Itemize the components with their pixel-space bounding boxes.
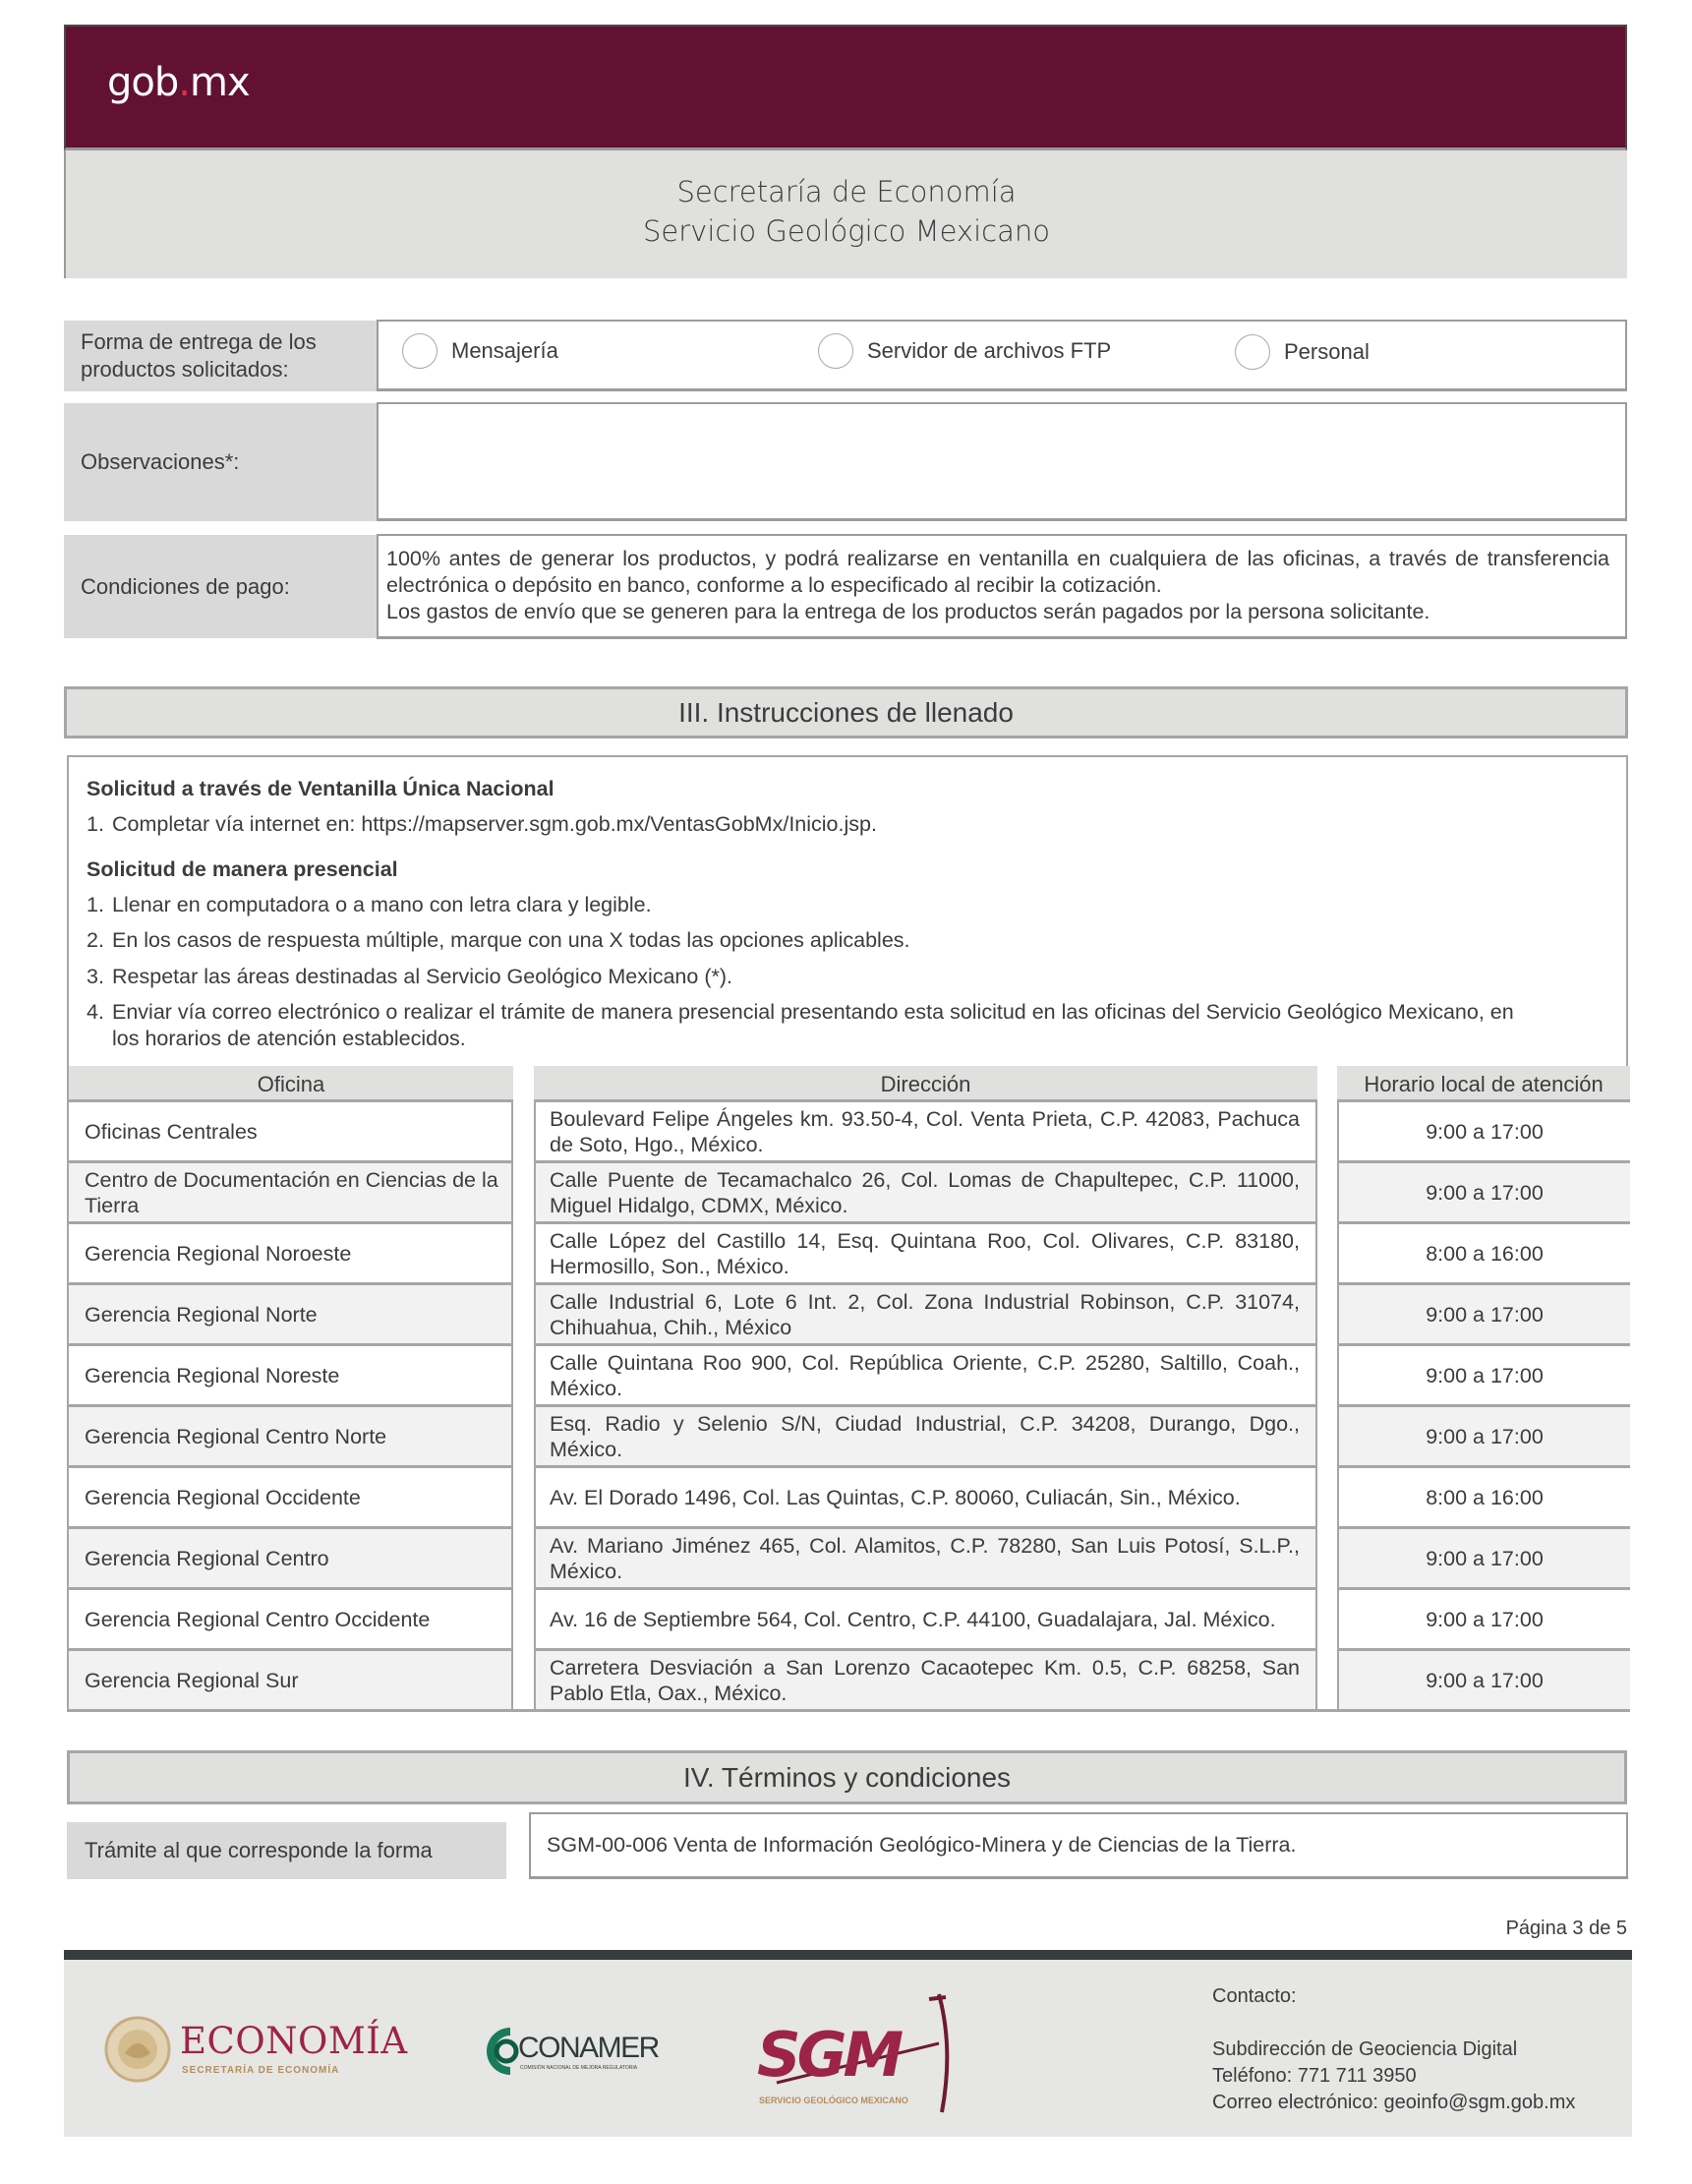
offices-table: [69, 1066, 1630, 1713]
table-row: [69, 1468, 1630, 1529]
gob-mx-logo: [107, 60, 250, 105]
hours-cell-text: 9:00 a 17:00: [1426, 1119, 1544, 1144]
address-cell: [534, 1651, 1317, 1712]
address-cell-text: Calle Puente de Tecamachalco 26, Col. Lomas de Chapultepec, C.P. 11000, Miguel Hidalgo, CDMX, México.: [550, 1167, 1300, 1217]
online-request-heading: Solicitud a través de Ventanilla Única Nacional: [87, 777, 554, 800]
office-cell-text: Gerencia Regional Centro Occidente: [85, 1607, 431, 1631]
agency-title-band: [64, 150, 1627, 278]
item-number: 2.: [87, 928, 104, 952]
procedure-value: SGM-00-006 Venta de Información Geológico-Minera y de Ciencias de la Tierra.: [529, 1812, 1628, 1879]
item-text: Respetar las áreas destinadas al Servicio Geológico Mexicano (*).: [112, 965, 732, 988]
table-bottom-border: [67, 1709, 1628, 1712]
economia-logo: [103, 2014, 418, 2088]
item-number: 1.: [87, 893, 104, 916]
address-cell-text: Calle Quintana Roo 900, Col. República Oriente, C.P. 25280, Saltillo, Coah., México.: [550, 1350, 1300, 1400]
address-cell-text: Boulevard Felipe Ángeles km. 93.50-4, Col. Venta Prieta, C.P. 42083, Pachuca de Soto, Hgo., México.: [550, 1106, 1300, 1156]
delivery-option-ftp[interactable]: [818, 333, 1111, 369]
contact-phone: Teléfono: 771 711 3950: [1212, 2065, 1417, 2087]
sgm-logo-text: SGM: [757, 2019, 901, 2091]
table-row: [69, 1651, 1630, 1712]
address-cell: [534, 1285, 1317, 1346]
item-text: Llenar en computadora o a mano con letra clara y legible.: [112, 893, 652, 916]
table-header-hours: Horario local de atención: [1337, 1066, 1630, 1102]
item-text: Enviar vía correo electrónico o realizar el trámite de manera presencial presentando esta solicitud en las oficinas del Servicio Geológico Mexicano, en: [112, 1000, 1514, 1024]
radio-button[interactable]: [1235, 334, 1270, 370]
hours-cell: [1337, 1651, 1630, 1712]
online-instruction-item: [87, 811, 877, 838]
payment-text-1: 100% antes de generar los productos, y podrá realizarse en ventanilla en cualquiera de las oficinas, a través de transferencia electrónica o depósito en banco, conforme a lo especificado al recibir la cotización.: [386, 547, 1609, 597]
address-cell: [534, 1590, 1317, 1651]
hours-cell-text: 8:00 a 16:00: [1426, 1485, 1544, 1509]
address-cell: [534, 1163, 1317, 1224]
office-cell: [69, 1590, 513, 1651]
procedure-label: Trámite al que corresponde la forma: [67, 1822, 506, 1879]
offices-table-body: [69, 1102, 1630, 1712]
item-text: En los casos de respuesta múltiple, marque con una X todas las opciones aplicables.: [112, 928, 910, 952]
hours-cell: [1337, 1285, 1630, 1346]
hours-cell: [1337, 1163, 1630, 1224]
hours-cell-text: 9:00 a 17:00: [1426, 1668, 1544, 1692]
office-cell: [69, 1407, 513, 1468]
contact-email[interactable]: Correo electrónico: geoinfo@sgm.gob.mx: [1212, 2092, 1576, 2113]
office-cell-text: Gerencia Regional Occidente: [85, 1485, 361, 1509]
office-cell-text: Centro de Documentación en Ciencias de la Tierra: [85, 1167, 498, 1217]
section-3-header: III. Instrucciones de llenado: [64, 686, 1628, 738]
option-label: Servidor de archivos FTP: [867, 338, 1112, 363]
hours-cell-text: 9:00 a 17:00: [1426, 1546, 1544, 1570]
observations-label: Observaciones*:: [64, 403, 377, 521]
address-cell: [534, 1468, 1317, 1529]
economia-logo-text: ECONOMÍA: [180, 2020, 408, 2062]
hours-cell-text: 9:00 a 17:00: [1426, 1302, 1544, 1327]
mexico-coat-of-arms-icon: [103, 2014, 172, 2085]
table-row: [69, 1102, 1630, 1163]
sgm-logo-subtext: SERVICIO GEOLÓGICO MEXICANO: [759, 2095, 908, 2105]
instructions-box: [67, 755, 1628, 1711]
item-text-continued: los horarios de atención establecidos.: [112, 1027, 466, 1050]
hours-cell-text: 9:00 a 17:00: [1426, 1363, 1544, 1387]
radio-button[interactable]: [402, 333, 438, 369]
office-cell-text: Gerencia Regional Centro Norte: [85, 1424, 387, 1448]
table-row: [69, 1285, 1630, 1346]
option-label: Mensajería: [451, 338, 558, 363]
address-cell-text: Av. 16 de Septiembre 564, Col. Centro, C.P. 44100, Guadalajara, Jal. México.: [550, 1607, 1276, 1631]
office-cell-text: Gerencia Regional Noroeste: [85, 1241, 352, 1266]
office-cell-text: Gerencia Regional Noreste: [85, 1363, 340, 1387]
inperson-instruction-item: [87, 927, 910, 954]
table-header-address: Dirección: [534, 1066, 1317, 1102]
table-row: [69, 1407, 1630, 1468]
address-cell-text: Calle Industrial 6, Lote 6 Int. 2, Col. Zona Industrial Robinson, C.P. 31074, Chihuahua, Chih., México: [550, 1289, 1300, 1339]
delivery-option-mensajeria[interactable]: [402, 333, 558, 369]
contact-unit: Subdirección de Geociencia Digital: [1212, 2038, 1518, 2060]
item-number: 3.: [87, 965, 104, 988]
item-number: 1.: [87, 812, 104, 836]
inperson-instruction-item: [87, 999, 1514, 1052]
delivery-option-personal[interactable]: [1235, 334, 1370, 370]
payment-conditions-field: [377, 534, 1627, 639]
radio-button[interactable]: [818, 333, 853, 369]
address-cell: [534, 1102, 1317, 1163]
office-cell-text: Oficinas Centrales: [85, 1119, 258, 1144]
gob-header-bar: [64, 25, 1627, 150]
logo-text-mx: mx: [189, 60, 250, 105]
option-label: Personal: [1284, 339, 1370, 364]
conamer-logo: [481, 2024, 668, 2083]
page-number: Página 3 de 5: [1505, 1918, 1627, 1939]
observations-input[interactable]: [377, 402, 1627, 521]
table-header-office: Oficina: [69, 1066, 513, 1102]
hours-cell: [1337, 1529, 1630, 1590]
agency-line-2: Servicio Geológico Mexicano: [643, 214, 1050, 248]
address-cell: [534, 1346, 1317, 1407]
logo-text-gob: gob: [107, 60, 179, 105]
delivery-options-field: [377, 320, 1627, 391]
conamer-logo-subtext: COMISIÓN NACIONAL DE MEJORA REGULATORIA: [520, 2065, 638, 2071]
section-4-header: IV. Términos y condiciones: [67, 1750, 1627, 1804]
address-cell-text: Av. Mariano Jiménez 465, Col. Alamitos, C.P. 78280, San Luis Potosí, S.L.P., México.: [550, 1533, 1300, 1583]
address-cell-text: Av. El Dorado 1496, Col. Las Quintas, C.P. 80060, Culiacán, Sin., México.: [550, 1485, 1241, 1509]
table-row: [69, 1163, 1630, 1224]
conamer-logo-text: CONAMER: [518, 2032, 659, 2064]
hours-cell-text: 8:00 a 16:00: [1426, 1241, 1544, 1266]
item-number: 4.: [87, 1000, 104, 1024]
office-cell-text: Gerencia Regional Sur: [85, 1668, 299, 1692]
office-cell: [69, 1224, 513, 1285]
office-cell-text: Gerencia Regional Norte: [85, 1302, 318, 1327]
item-text: Completar vía internet en: https://mapserver.sgm.gob.mx/VentasGobMx/Inicio.jsp.: [112, 812, 877, 836]
office-cell: [69, 1651, 513, 1712]
payment-label: Condiciones de pago:: [64, 535, 377, 638]
hours-cell-text: 9:00 a 17:00: [1426, 1607, 1544, 1631]
hours-cell: [1337, 1407, 1630, 1468]
address-cell-text: Calle López del Castillo 14, Esq. Quintana Roo, Col. Olivares, C.P. 83180, Hermosillo, Son., México.: [550, 1228, 1300, 1278]
inperson-instruction-item: [87, 892, 652, 918]
office-cell: [69, 1468, 513, 1529]
hours-cell-text: 9:00 a 17:00: [1426, 1424, 1544, 1448]
table-row: [69, 1224, 1630, 1285]
address-cell: [534, 1529, 1317, 1590]
logo-dot: .: [178, 60, 190, 105]
footer-divider-bar: [64, 1950, 1632, 1960]
inperson-request-heading: Solicitud de manera presencial: [87, 857, 398, 881]
table-row: [69, 1590, 1630, 1651]
address-cell: [534, 1224, 1317, 1285]
table-row: [69, 1529, 1630, 1590]
hours-cell: [1337, 1224, 1630, 1285]
agency-line-1: Secretaría de Economía: [676, 175, 1017, 208]
contact-label: Contacto:: [1212, 1985, 1297, 2007]
office-cell-text: Gerencia Regional Centro: [85, 1546, 329, 1570]
office-cell: [69, 1102, 513, 1163]
hours-cell: [1337, 1468, 1630, 1529]
office-cell: [69, 1346, 513, 1407]
table-row: [69, 1346, 1630, 1407]
hours-cell: [1337, 1102, 1630, 1163]
office-cell: [69, 1163, 513, 1224]
office-cell: [69, 1529, 513, 1590]
address-cell-text: Esq. Radio y Selenio S/N, Ciudad Industrial, C.P. 34208, Durango, Dgo., México.: [550, 1411, 1300, 1461]
hours-cell-text: 9:00 a 17:00: [1426, 1180, 1544, 1205]
hours-cell: [1337, 1346, 1630, 1407]
footer: [64, 1960, 1632, 2137]
sgm-logo: [757, 1989, 963, 2117]
inperson-instruction-item: [87, 964, 732, 990]
payment-text-2: Los gastos de envío que se generen para la entrega de los productos serán pagados por la persona solicitante.: [386, 600, 1430, 623]
payment-conditions-text: [379, 536, 1625, 625]
office-cell: [69, 1285, 513, 1346]
delivery-label: Forma de entrega de los productos solicitados:: [64, 321, 377, 391]
hours-cell: [1337, 1590, 1630, 1651]
address-cell: [534, 1407, 1317, 1468]
economia-logo-subtext: SECRETARÍA DE ECONOMÍA: [182, 2065, 340, 2076]
address-cell-text: Carretera Desviación a San Lorenzo Cacaotepec Km. 0.5, C.P. 68258, San Pablo Etla, Oax., México.: [550, 1655, 1300, 1705]
